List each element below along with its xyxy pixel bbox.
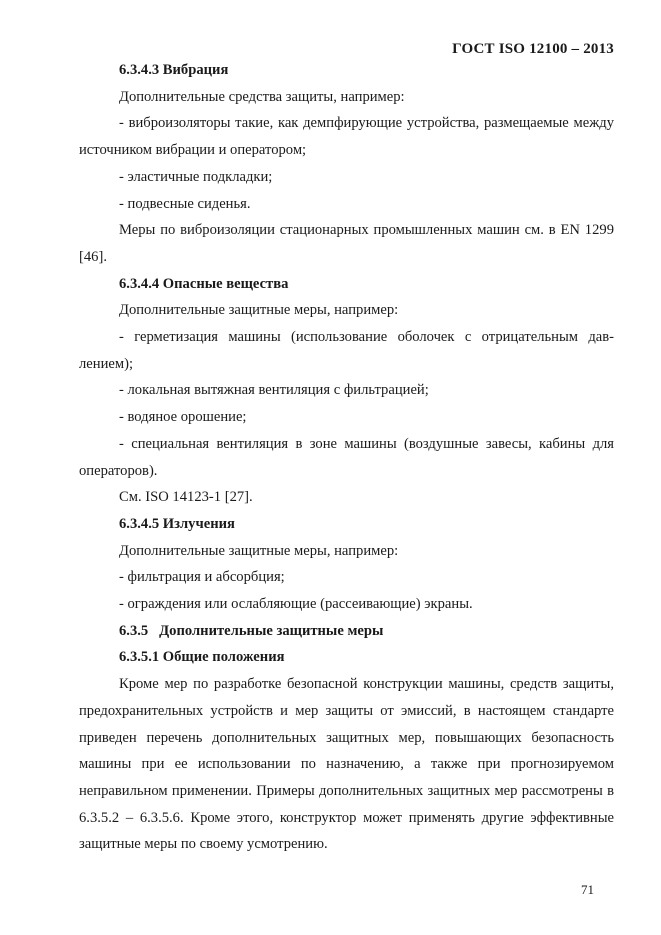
list-item: - герметизация машины (использование оболочек с отрицательным давлением); — [79, 329, 614, 372]
list-item: - виброизоляторы такие, как демпфирующие устройства, размещаемые между источником вибрации и оператором; — [79, 115, 614, 159]
section-heading: 6.3.5.1 Общие положения — [119, 649, 285, 666]
list-item: - локальная вытяжная вентиляция с фильтрацией; — [119, 382, 429, 399]
page-number: 71 — [581, 882, 594, 897]
paragraph: Кроме мер по разработке безопасной конструкции машины, средств защиты, предохранительных устройств и мер защиты от эмиссий, в настоящем стандарте приведен перечень дополнительных защитных мер, повышающих безопасность машины при ее использовании по назначению, а также при прогнозируемом неправильном применении. Примеры дополнительных защитных мер рассмотрены в 6.3.5.2 – 6.3.5.6. Кроме этого, конструктор может применять другие эффективные защитные меры по своему усмотрению. — [79, 676, 614, 853]
section-heading: 6.3.4.5 Излучения — [119, 515, 235, 532]
document-header: ГОСТ ISO 12100 – 2013 — [452, 41, 614, 57]
list-item: - водяное орошение; — [119, 409, 247, 426]
list-item: - подвесные сиденья. — [119, 195, 251, 212]
document-body — [79, 57, 614, 858]
list-item: - специальная вентиляция в зоне машины (воздушные завесы, кабины для операторов). — [79, 435, 614, 479]
section-heading: 6.3.4.4 Опасные вещества — [119, 275, 289, 292]
list-item: - эластичные подкладки; — [119, 168, 273, 185]
paragraph: Дополнительные защитные меры, например: — [119, 302, 399, 319]
paragraph: Меры по виброизоляции стационарных промышленных машин см. в EN 1299 [46]. — [79, 222, 614, 265]
paragraph: См. ISO 14123-1 [27]. — [119, 489, 253, 506]
section-heading: 6.3.4.3 Вибрация — [119, 62, 229, 78]
section-heading: 6.3.5 Дополнительные защитные меры — [119, 622, 384, 639]
list-item: - фильтрация и абсорбция; — [119, 569, 285, 586]
paragraph: Дополнительные средства защиты, например: — [119, 88, 405, 105]
paragraph: Дополнительные защитные меры, например: — [119, 542, 399, 559]
list-item: - ограждения или ослабляющие (рассеивающие) экраны. — [119, 596, 473, 613]
